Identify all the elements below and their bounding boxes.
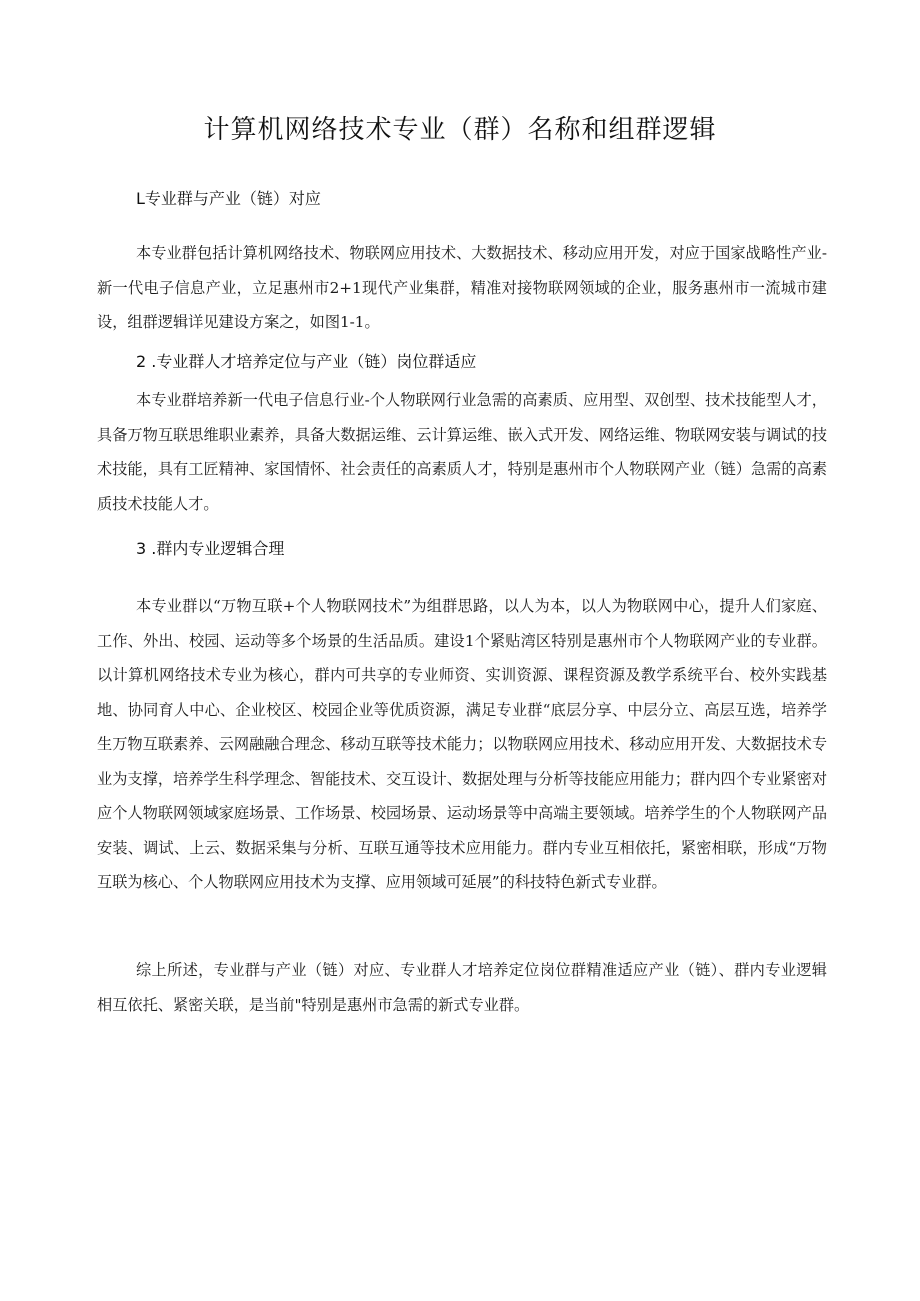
conclusion-paragraph: 综上所述，专业群与产业（链）对应、专业群人才培养定位岗位群精准适应产业（链）、群内专业逻辑相互依托、紧密关联，是当前"特别是惠州市急需的新式专业群。 — [97, 961, 827, 1014]
section-paragraph-1: 本专业群包括计算机网络技术、物联网应用技术、大数据技术、移动应用开发，对应于国家战略性产业-新一代电子信息产业，立足惠州市2+1现代产业集群，精准对接物联网领域的企业，服务惠州市一流城市建设，组群逻辑详见建设方案之，如图1-1。 — [97, 244, 827, 331]
section-heading-2: 2 .专业群人才培养定位与产业（链）岗位群适应 — [136, 352, 477, 371]
section-heading-3: 3 .群内专业逻辑合理 — [136, 539, 285, 558]
section-paragraph-3: 本专业群以“万物互联+个人物联网技术”为组群思路，以人为本，以人为物联网中心，提升人们家庭、工作、外出、校园、运动等多个场景的生活品质。建设1个紧贴湾区特别是惠州市个人物联网产业的专业群。以计算机网络技术专业为核心，群内可共享的专业师资、实训资源、课程资源及教学系统平台、校外实践基地、协同育人中心、企业校区、校园企业等优质资源，满足专业群“底层分享、中层分立、高层互选，培养学生万物互联素养、云网融融合理念、移动互联等技术能力；以物联网应用技术、移动应用开发、大数据技术专业为支撑，培养学生科学理念、智能技术、交互设计、数据处理与分析等技能应用能力；群内四个专业紧密对应个人物联网领域家庭场景、工作场景、校园场景、运动场景等中高端主要领域。培养学生的个人物联网产品安装、调试、上云、数据采集与分析、互联互通等技术应用能力。群内专业互相依托，紧密相联，形成“万物互联为核心、个人物联网应用技术为支撑、应用领域可延展”的科技特色新式专业群。 — [97, 597, 827, 891]
section-paragraph-2: 本专业群培养新一代电子信息行业-个人物联网行业急需的高素质、应用型、双创型、技术技能型人才，具备万物互联思维职业素养，具备大数据运维、云计算运维、嵌入式开发、网络运维、物联网安装与调试的技术技能，具有工匠精神、家国情怀、社会责任的高素质人才，特别是惠州市个人物联网产业（链）急需的高素质技术技能人才。 — [97, 391, 827, 513]
document-title: 计算机网络技术专业（群）名称和组群逻辑 — [203, 115, 717, 145]
section-heading-1: L专业群与产业（链）对应 — [136, 189, 321, 208]
